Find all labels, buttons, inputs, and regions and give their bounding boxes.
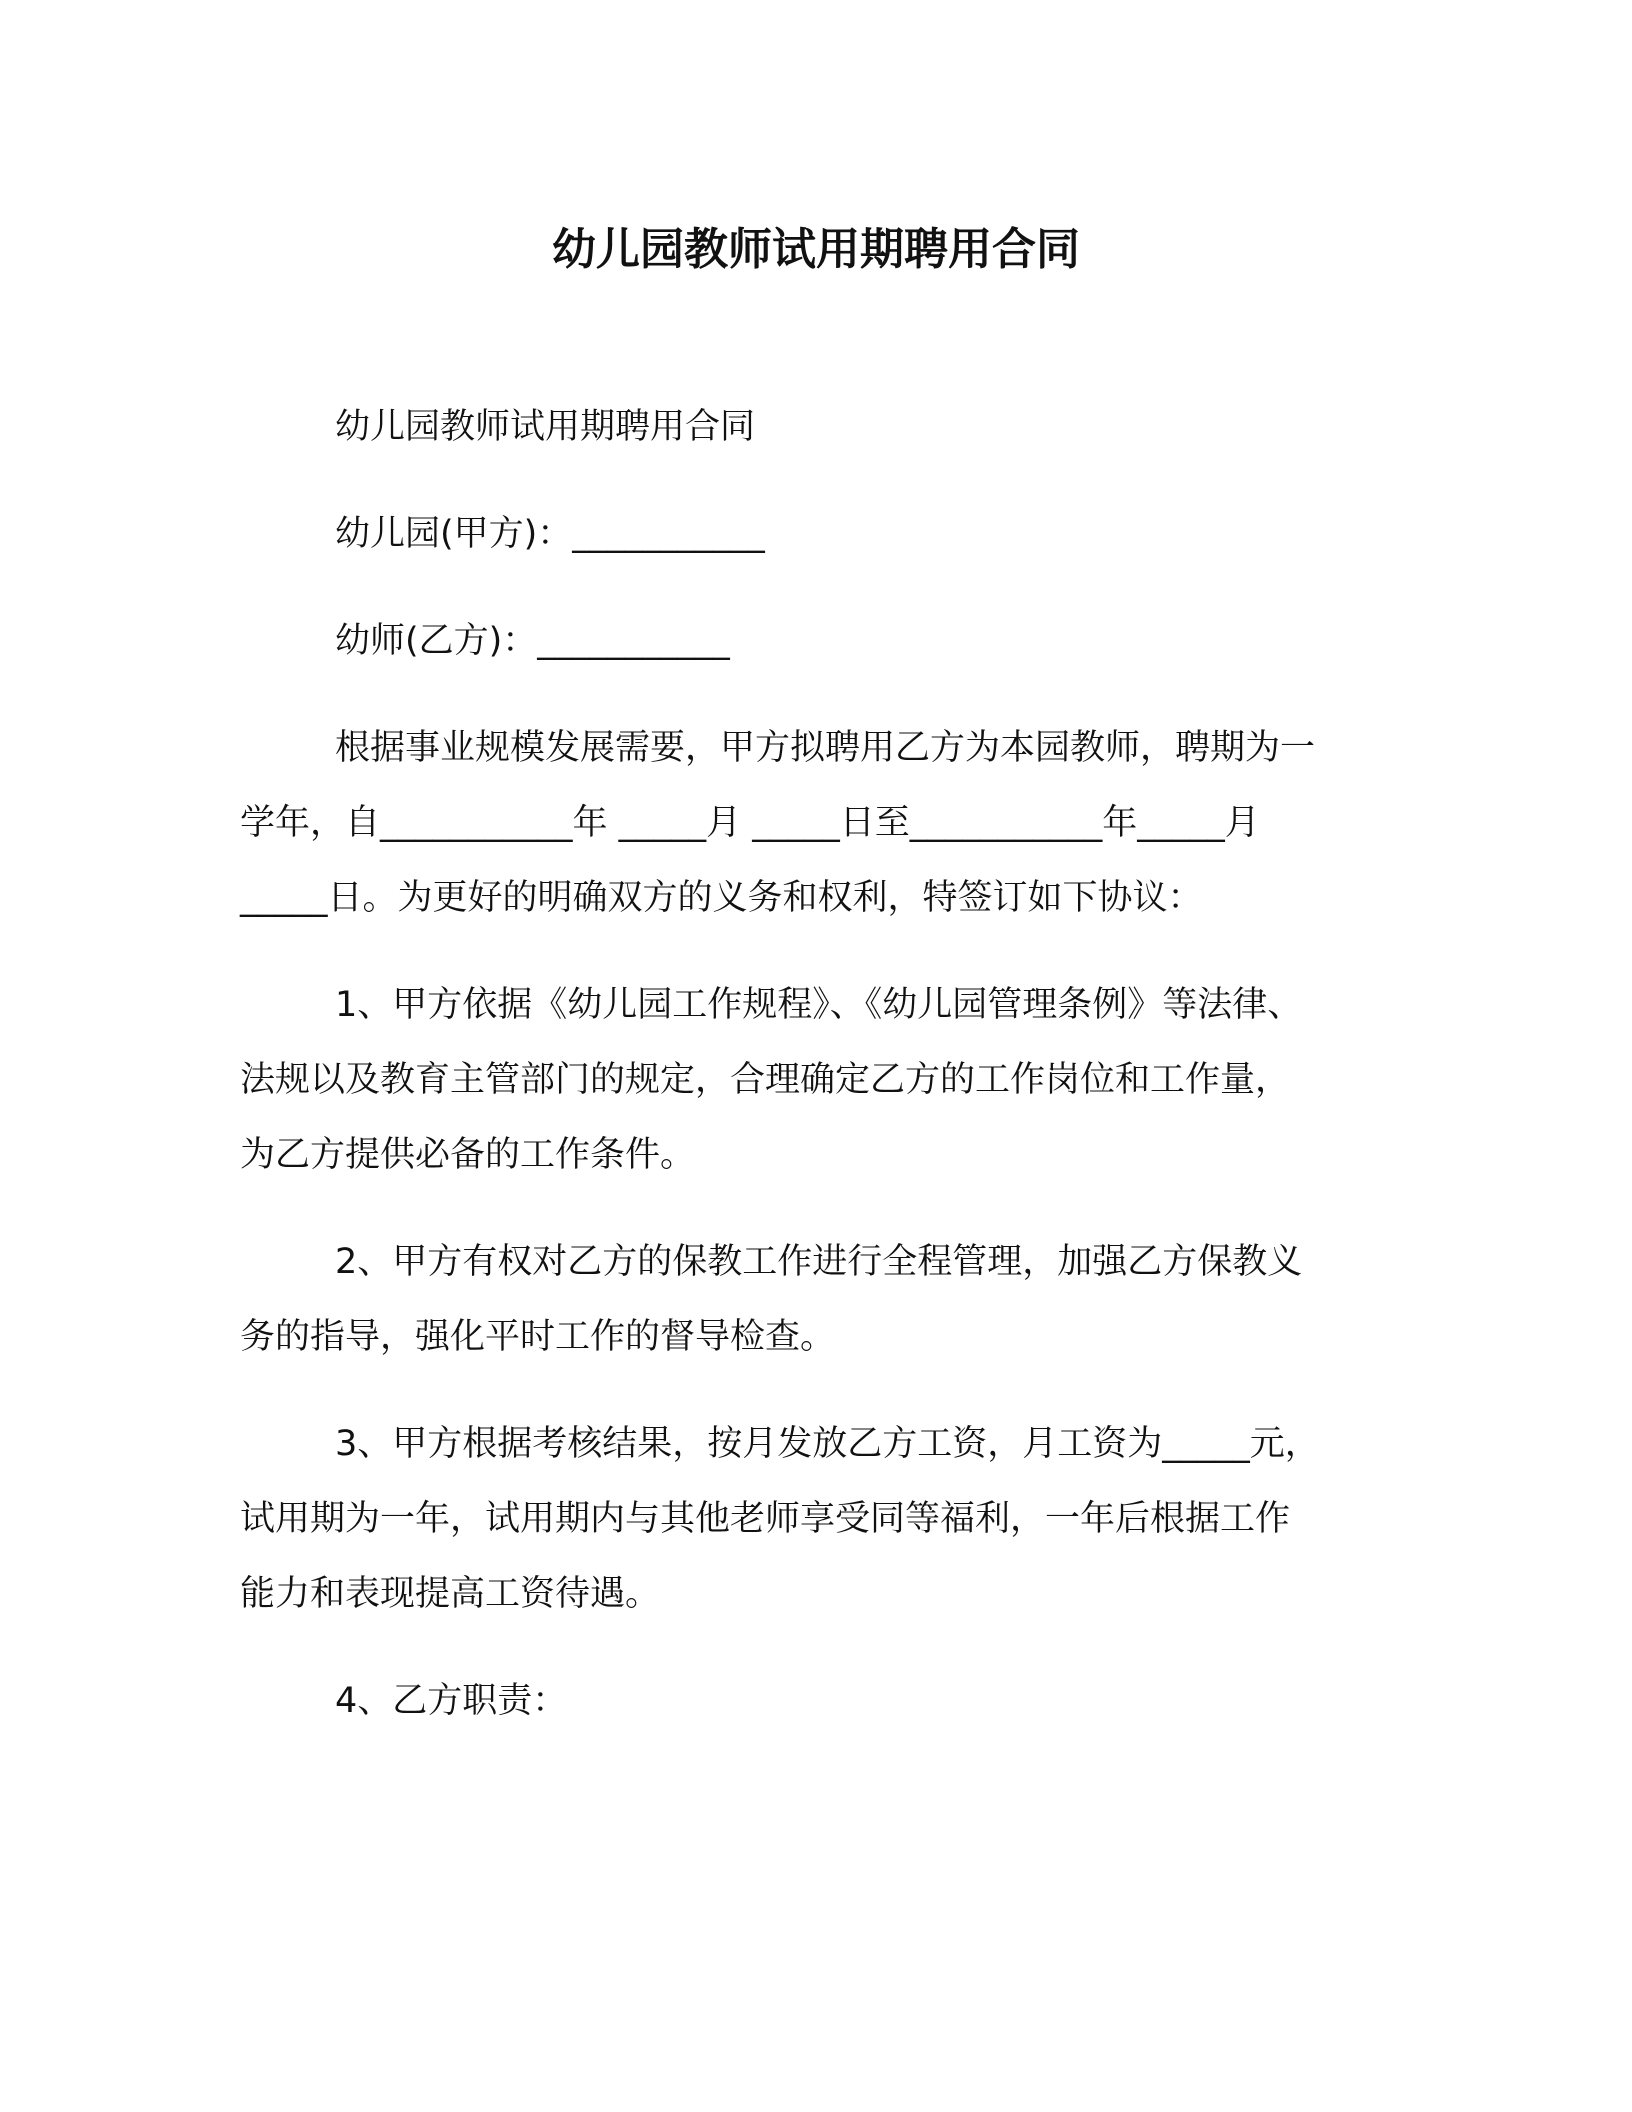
document-body: [240, 390, 1380, 1771]
intro-paragraph: [240, 711, 1380, 936]
clause-line: 4、乙方职责：: [335, 1681, 568, 1721]
clause-line: 法规以及教育主管部门的规定，合理确定乙方的工作岗位和工作量，: [240, 1060, 1291, 1100]
clause-line: 2、甲方有权对乙方的保教工作进行全程管理，加强乙方保教义: [335, 1242, 1303, 1282]
clause-2-paragraph: [240, 1225, 1380, 1375]
party-b-text: 幼师(乙方)：___________: [335, 621, 730, 661]
intro-line: 学年，自___________年 _____月 _____日至___________年_____月: [240, 803, 1260, 843]
clause-line: 能力和表现提高工资待遇。: [240, 1574, 661, 1614]
clause-3-paragraph: [240, 1407, 1380, 1632]
party-a-paragraph: [240, 497, 1380, 572]
clause-line: 试用期为一年，试用期内与其他老师享受同等福利，一年后根据工作: [240, 1499, 1291, 1539]
party-b-paragraph: [240, 604, 1380, 679]
intro-line: _____日。为更好的明确双方的义务和权利，特签订如下协议：: [240, 878, 1203, 918]
clause-1-paragraph: [240, 968, 1380, 1193]
subtitle-text: 幼儿园教师试用期聘用合同: [335, 407, 756, 447]
subtitle-paragraph: [240, 390, 1380, 465]
intro-line: 根据事业规模发展需要，甲方拟聘用乙方为本园教师，聘期为一: [335, 728, 1316, 768]
clause-line: 3、甲方根据考核结果，按月发放乙方工资，月工资为_____元，: [335, 1424, 1320, 1464]
document-title: 幼儿园教师试用期聘用合同: [552, 224, 1080, 275]
party-a-text: 幼儿园(甲方)：___________: [335, 514, 765, 554]
clause-4-paragraph: [240, 1664, 1380, 1739]
clause-line: 务的指导，强化平时工作的督导检查。: [240, 1317, 836, 1357]
clause-line: 1、甲方依据《幼儿园工作规程》、《幼儿园管理条例》等法律、: [335, 985, 1303, 1025]
clause-line: 为乙方提供必备的工作条件。: [240, 1135, 696, 1175]
